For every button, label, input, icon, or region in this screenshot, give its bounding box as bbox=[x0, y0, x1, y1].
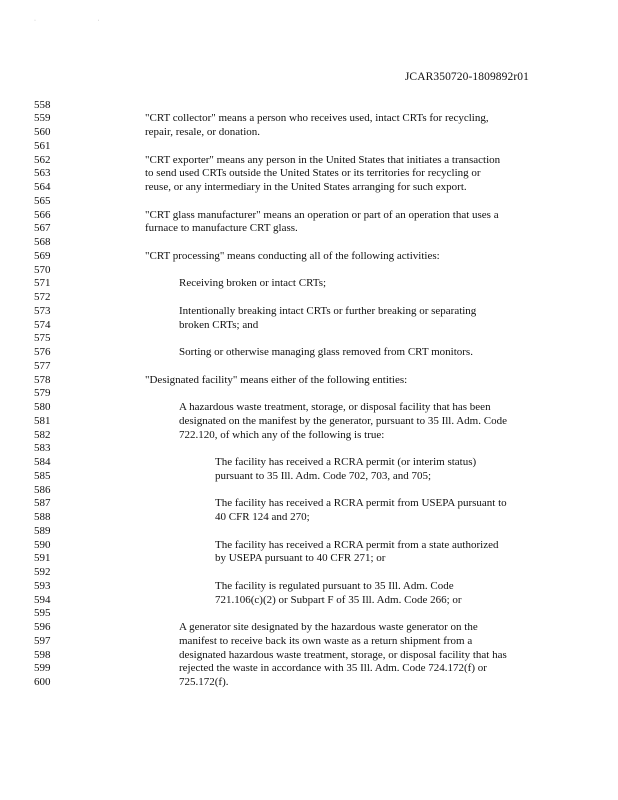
line-text: A generator site designated by the hazardous waste generator on the bbox=[179, 621, 478, 633]
line-number: 582 bbox=[34, 428, 51, 441]
line-text: The facility is regulated pursuant to 35 Ill. Adm. Code bbox=[215, 579, 454, 592]
document-line bbox=[0, 607, 618, 620]
line-text: "CRT glass manufacturer" means an operation or part of an operation that uses a bbox=[145, 208, 499, 221]
line-number: 598 bbox=[34, 648, 51, 661]
document-line bbox=[0, 374, 618, 387]
line-number: 560 bbox=[34, 126, 51, 138]
line-text: The facility has received a RCRA permit from USEPA pursuant to bbox=[215, 497, 507, 510]
line-text: repair, resale, or donation. bbox=[145, 126, 261, 138]
line-number: 583 bbox=[34, 442, 51, 455]
document-line bbox=[0, 649, 618, 662]
line-text: Sorting or otherwise managing glass removed from CRT monitors. bbox=[179, 346, 473, 358]
document-line bbox=[0, 429, 618, 442]
line-text: 40 CFR 124 and 270; bbox=[215, 511, 310, 523]
document-line bbox=[0, 594, 618, 607]
line-number: 576 bbox=[34, 346, 51, 358]
document-line bbox=[0, 415, 618, 428]
document-line bbox=[0, 264, 618, 277]
document-line bbox=[0, 387, 618, 400]
line-number: 566 bbox=[34, 208, 51, 221]
line-number: 580 bbox=[34, 401, 51, 413]
corner-marks: · · bbox=[34, 18, 130, 24]
document-line bbox=[0, 250, 618, 263]
document-line bbox=[0, 291, 618, 304]
document-line bbox=[0, 112, 618, 125]
line-number: 597 bbox=[34, 634, 51, 647]
line-number: 562 bbox=[34, 153, 51, 166]
document-line bbox=[0, 456, 618, 469]
line-number: 571 bbox=[34, 277, 51, 290]
line-text: manifest to receive back its own waste as a return shipment from a bbox=[179, 634, 473, 647]
line-number: 558 bbox=[34, 98, 51, 111]
line-number: 561 bbox=[34, 139, 51, 152]
line-text: to send used CRTs outside the United States or its territories for recycling or bbox=[145, 167, 481, 180]
line-number: 593 bbox=[34, 579, 51, 592]
line-number: 572 bbox=[34, 291, 51, 303]
line-number: 573 bbox=[34, 304, 51, 317]
line-number: 599 bbox=[34, 662, 51, 675]
document-line bbox=[0, 277, 618, 290]
line-number: 589 bbox=[34, 524, 51, 537]
line-number: 565 bbox=[34, 194, 51, 207]
document-id: JCAR350720-1809892r01 bbox=[404, 71, 529, 83]
document-line bbox=[0, 552, 618, 565]
line-number: 575 bbox=[34, 332, 51, 345]
document-line bbox=[0, 662, 618, 675]
line-number: 591 bbox=[34, 552, 51, 565]
line-text: designated on the manifest by the generator, pursuant to 35 Ill. Adm. Code bbox=[179, 414, 507, 427]
document-line bbox=[0, 154, 618, 167]
line-text: "Designated facility" means either of the following entities: bbox=[145, 373, 408, 386]
line-text: by USEPA pursuant to 40 CFR 271; or bbox=[215, 552, 386, 565]
document-line bbox=[0, 99, 618, 112]
document-line bbox=[0, 621, 618, 634]
line-number: 577 bbox=[34, 359, 51, 372]
line-text: "CRT collector" means a person who receives used, intact CRTs for recycling, bbox=[145, 112, 489, 125]
document-line bbox=[0, 484, 618, 497]
line-number: 595 bbox=[34, 607, 51, 620]
line-text: The facility has received a RCRA permit from a state authorized bbox=[215, 538, 499, 551]
line-number: 590 bbox=[34, 538, 51, 551]
document-line bbox=[0, 167, 618, 180]
line-text: broken CRTs; and bbox=[179, 318, 259, 331]
line-number: 563 bbox=[34, 167, 51, 180]
document-line bbox=[0, 442, 618, 455]
line-text: A hazardous waste treatment, storage, or disposal facility that has been bbox=[179, 401, 491, 413]
document-line bbox=[0, 181, 618, 194]
line-number: 584 bbox=[34, 456, 51, 468]
document-line bbox=[0, 401, 618, 414]
line-text: Receiving broken or intact CRTs; bbox=[179, 277, 327, 290]
document-line bbox=[0, 319, 618, 332]
document-line bbox=[0, 539, 618, 552]
line-number: 596 bbox=[34, 621, 51, 633]
line-number: 585 bbox=[34, 469, 51, 482]
document-line bbox=[0, 497, 618, 510]
line-text: 725.172(f). bbox=[179, 676, 229, 688]
line-text: furnace to manufacture CRT glass. bbox=[145, 222, 298, 235]
document-line bbox=[0, 676, 618, 689]
document-line bbox=[0, 195, 618, 208]
line-number: 594 bbox=[34, 593, 51, 606]
line-number: 559 bbox=[34, 112, 51, 125]
line-text: Intentionally breaking intact CRTs or further breaking or separating bbox=[179, 304, 477, 317]
document-line bbox=[0, 470, 618, 483]
line-text: 721.106(c)(2) or Subpart F of 35 Ill. Adm. Code 266; or bbox=[215, 593, 462, 606]
document-line bbox=[0, 126, 618, 139]
line-text: "CRT exporter" means any person in the United States that initiates a transaction bbox=[145, 153, 501, 166]
line-number: 579 bbox=[34, 387, 51, 400]
line-number: 592 bbox=[34, 566, 51, 578]
line-text: The facility has received a RCRA permit (or interim status) bbox=[215, 456, 477, 468]
document-line bbox=[0, 580, 618, 593]
line-number: 574 bbox=[34, 318, 51, 331]
line-number: 568 bbox=[34, 236, 51, 248]
document-line bbox=[0, 222, 618, 235]
document-line bbox=[0, 525, 618, 538]
line-text: 722.120, of which any of the following is true: bbox=[179, 428, 385, 441]
line-number: 578 bbox=[34, 373, 51, 386]
document-line bbox=[0, 332, 618, 345]
line-text: designated hazardous waste treatment, storage, or disposal facility that has bbox=[179, 648, 507, 661]
line-number: 600 bbox=[34, 676, 51, 688]
document-line bbox=[0, 360, 618, 373]
line-number: 569 bbox=[34, 249, 51, 262]
document-line bbox=[0, 140, 618, 153]
line-text: reuse, or any intermediary in the United States arranging for such export. bbox=[145, 181, 467, 193]
line-text: rejected the waste in accordance with 35 Ill. Adm. Code 724.172(f) or bbox=[179, 662, 487, 675]
document-line bbox=[0, 635, 618, 648]
document-line bbox=[0, 511, 618, 524]
document-line bbox=[0, 209, 618, 222]
document-line bbox=[0, 566, 618, 579]
line-number: 570 bbox=[34, 263, 51, 276]
line-number: 567 bbox=[34, 222, 51, 235]
document-line bbox=[0, 236, 618, 249]
line-text: "CRT processing" means conducting all of the following activities: bbox=[145, 249, 440, 262]
line-number: 564 bbox=[34, 181, 51, 193]
line-number: 588 bbox=[34, 511, 51, 523]
document-line bbox=[0, 305, 618, 318]
line-number: 581 bbox=[34, 414, 51, 427]
line-text: pursuant to 35 Ill. Adm. Code 702, 703, and 705; bbox=[215, 469, 432, 482]
line-number: 587 bbox=[34, 497, 51, 510]
document-line bbox=[0, 346, 618, 359]
line-number: 586 bbox=[34, 483, 51, 496]
